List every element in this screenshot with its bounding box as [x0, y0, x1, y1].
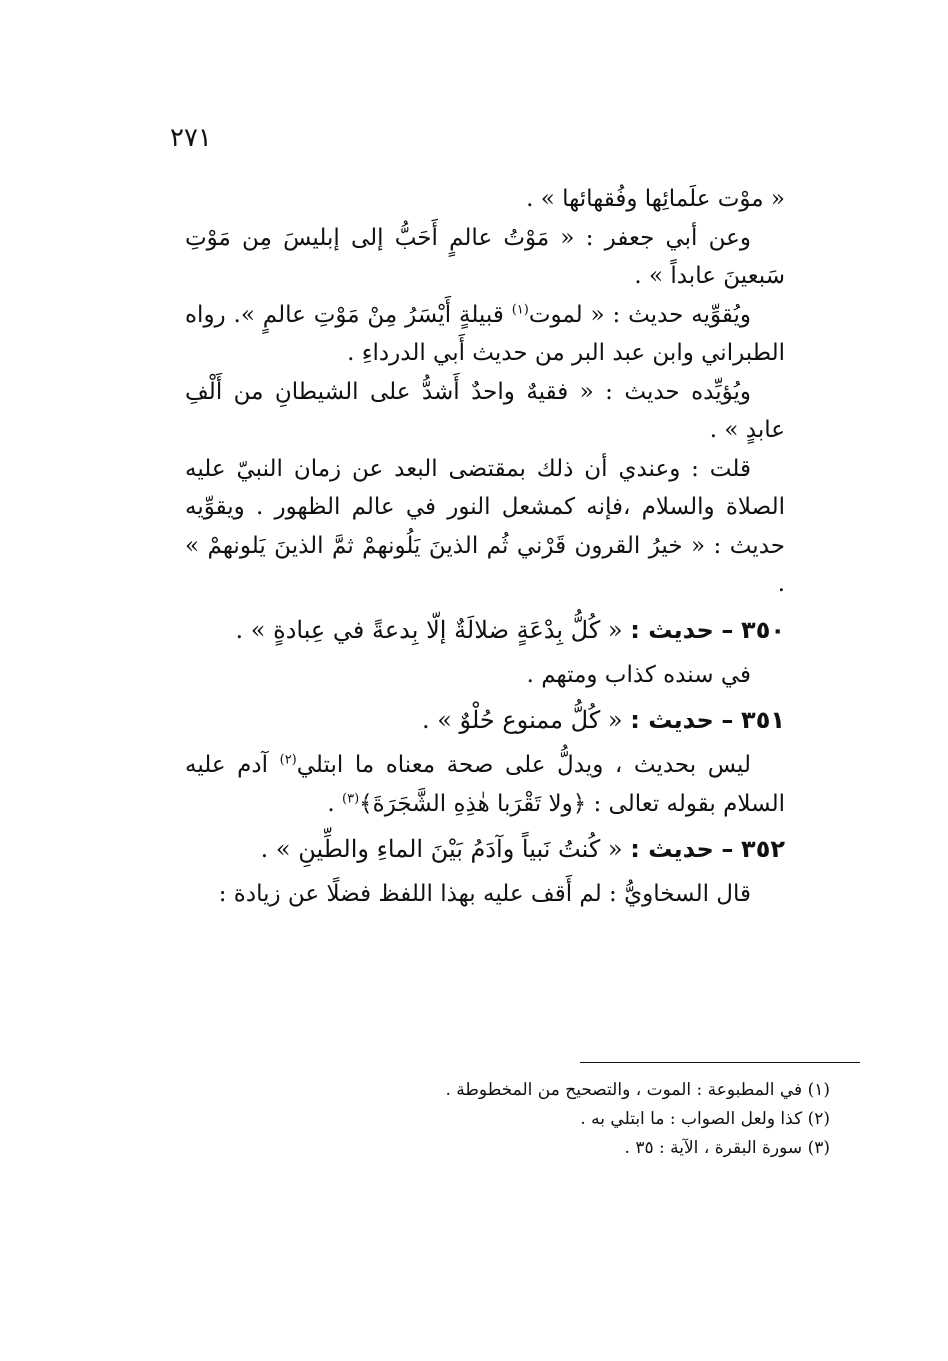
- text-fragment: قبيلةٍ أَيْسَرُ مِنْ مَوْتِ عالمٍ ». رواه الطبراني وابن عبد البر من حديث أَبي الدرداءِ .: [185, 301, 785, 366]
- entry-comment: قال السخاويُّ : لم أَقف عليه بهذا اللفظ فضلًا عن زيادة :: [218, 881, 751, 907]
- entry-label: حديث :: [630, 835, 714, 863]
- entry-number: ٣٥٢: [741, 835, 785, 863]
- entry-351: [185, 694, 785, 823]
- entry-dash: –: [721, 835, 734, 863]
- text-fragment: .: [327, 790, 335, 817]
- entry-number: ٣٥٠: [741, 615, 785, 644]
- entry-350: [185, 604, 785, 695]
- footnote-ref-1: (١): [511, 301, 529, 317]
- text-paragraph-tabarani: [185, 296, 785, 373]
- text-fragment: ليس بحديث ، ويدلُّ على صحة معناه ما ابتلي: [296, 752, 751, 778]
- footnote-ref-3: (٣): [342, 790, 360, 806]
- entry-comment: في سنده كذاب ومتهم .: [526, 661, 751, 688]
- entry-label: حديث :: [630, 615, 714, 644]
- entry-hadith-text: « كُلُّ بِدْعَةٍ ضلالَةٌ إلّا بِدعةً في عِبادةٍ » .: [235, 615, 623, 644]
- main-text: [185, 180, 785, 914]
- entry-dash: –: [721, 615, 734, 644]
- entry-352: [185, 823, 785, 914]
- entry-hadith-text: « كُلُّ ممنوع حُلْوٌ » .: [421, 706, 623, 734]
- page-number: ٢٧١: [170, 123, 212, 153]
- footnote-divider: [580, 1062, 860, 1063]
- entry-dash: –: [721, 706, 734, 734]
- text-fragment: آدم عليه السلام بقوله تعالى : ﴿ولا تَقْرَبا هٰذِهِ الشَّجَرَةَ﴾: [185, 752, 785, 817]
- text-paragraph-abu-jafar: وعن أبي جعفر : « مَوْتُ عالمٍ أَحَبُّ إلى إبليسَ مِن مَوْتِ سَبعينَ عابداً » .: [185, 224, 785, 289]
- entry-number: ٣٥١: [741, 706, 785, 734]
- entry-hadith-text: « كُنتُ نَبياً وآدَمُ بَيْنَ الماءِ والطِّينِ » .: [260, 835, 623, 863]
- footnote-ref-2: (٢): [279, 752, 297, 768]
- entry-comment: [185, 746, 785, 823]
- footnote-1: (١) في المطبوعة : الموت ، والتصحيح من المخطوطة .: [445, 1080, 830, 1100]
- entry-heading: [185, 823, 785, 875]
- entry-heading: [185, 694, 785, 746]
- footnote-2: (٢) كذا ولعل الصواب : ما ابتلي به .: [580, 1109, 830, 1129]
- entry-label: حديث :: [630, 706, 714, 734]
- text-fragment: ويُقوِّيه حديث : « لموت: [528, 301, 752, 328]
- text-paragraph-qult: قلت : وعندي أن ذلك بمقتضى البعد عن زمان النبيّ عليه الصلاة والسلام ،فإنه كمشعل النور في عالم الظهور . ويقوِّيه حديث : « خيرُ القرون قَرْني ثُم الذينَ يَلُونهمْ ثمَّ الذينَ يَلونهمْ » .: [185, 455, 785, 597]
- entry-heading: [185, 604, 785, 656]
- footnote-3: (٣) سورة البقرة ، الآية : ٣٥ .: [624, 1138, 830, 1158]
- footnotes: [300, 1076, 830, 1163]
- text-line-1: « موْت علَمائِها وفُقهائها » .: [526, 186, 785, 212]
- text-paragraph-faqih: ويُؤيِّده حديث : « فقيهٌ واحدٌ أَشدُّ على الشيطانِ من أَلْفِ عابدٍ » .: [185, 378, 785, 443]
